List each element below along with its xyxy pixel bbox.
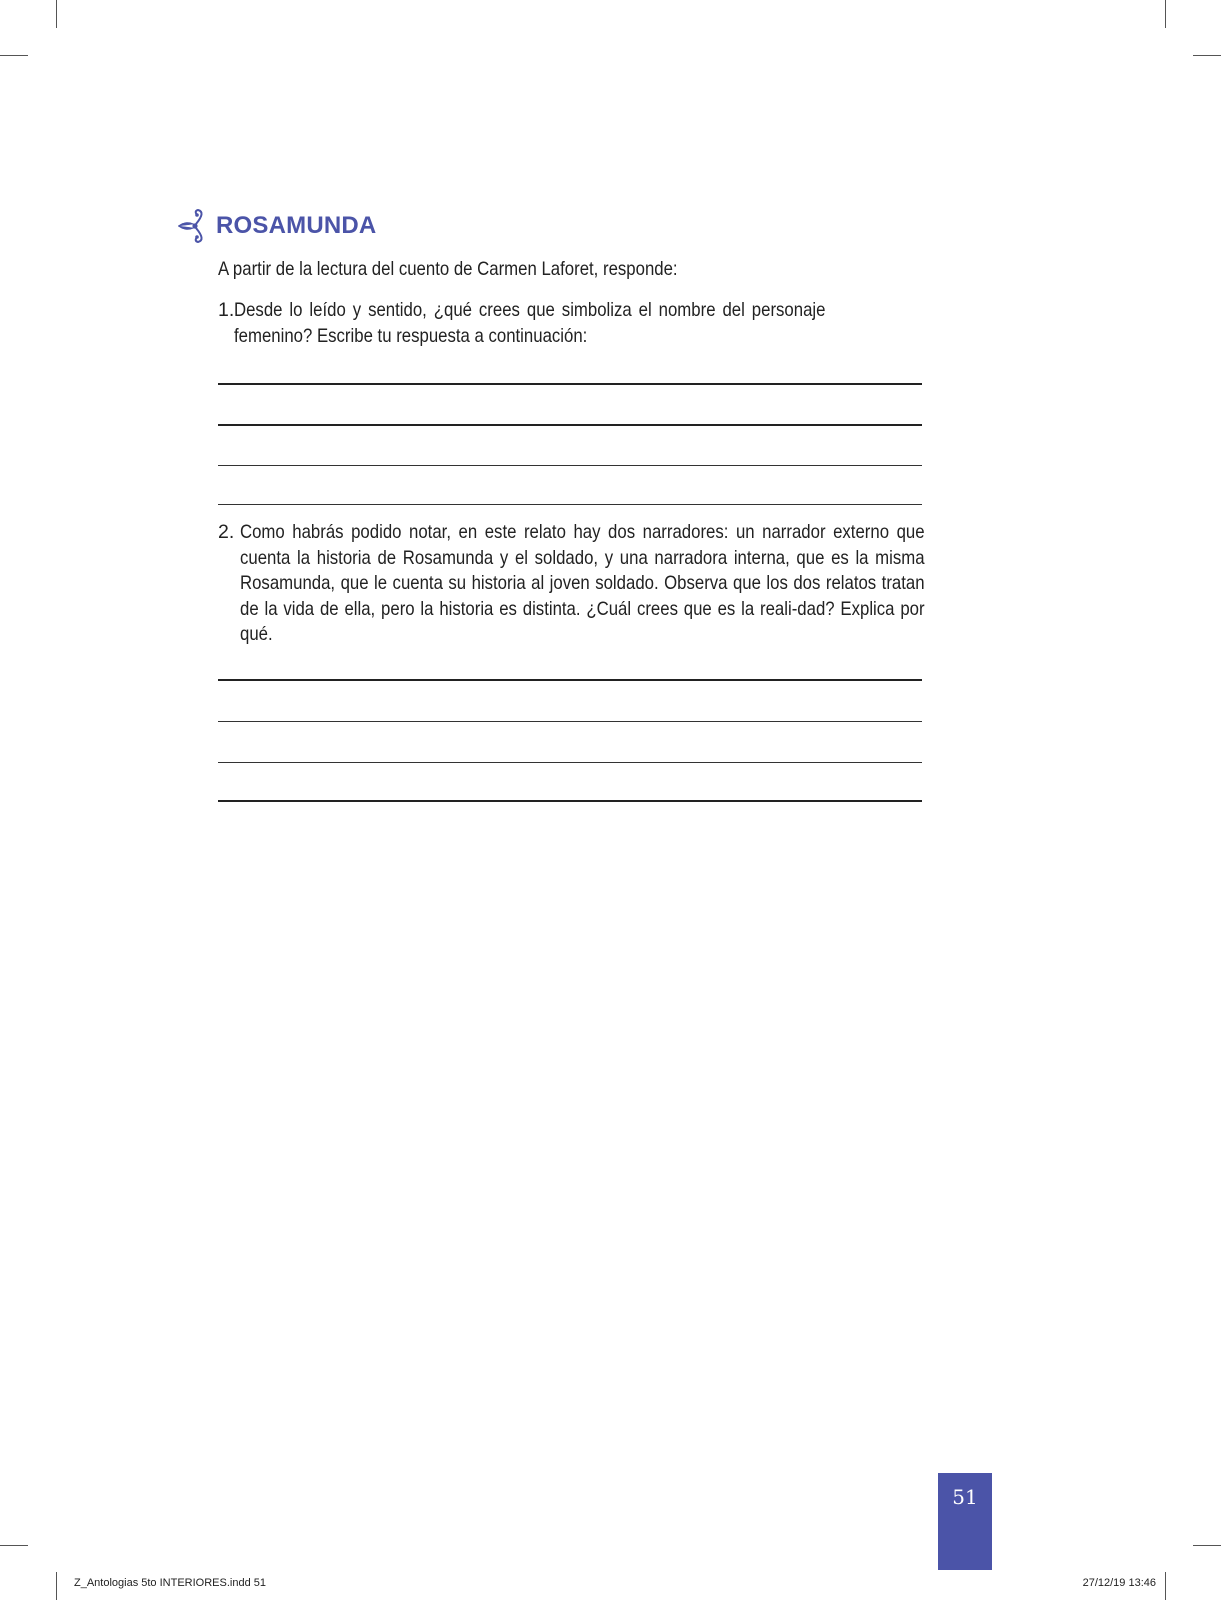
page-number: 51 [952, 1485, 978, 1509]
intro-text: A partir de la lectura del cuento de Carmen Laforet, responde: [218, 258, 678, 280]
page-number-tab [938, 1473, 992, 1570]
crop-mark-bottom-right [1165, 1572, 1166, 1600]
answer-line[interactable] [218, 679, 922, 681]
slug-filename: Z_Antologias 5to INTERIORES.indd 51 [74, 1577, 266, 1589]
crop-mark-bottom-left [56, 1572, 57, 1600]
answer-line[interactable] [218, 800, 922, 802]
answer-line[interactable] [218, 762, 922, 763]
fleur-ornament-icon [176, 208, 212, 244]
answer-line[interactable] [218, 721, 922, 722]
question-text: Desde lo leído y sentido, ¿qué crees que simboliza el nombre del personaje femenino? Escribe tu respuesta a continuación: [234, 299, 826, 347]
section-title: ROSAMUNDA [216, 212, 377, 239]
question-number: 1. [218, 299, 235, 321]
crop-mark-bottom-left-h [0, 1545, 28, 1546]
section-heading [176, 208, 376, 244]
question-text: Como habrás podido notar, en este relato hay dos narradores: un narrador externo que cuenta la historia de Rosamunda y el soldado, y una narradora interna, que es la misma Rosamunda, que le cuenta su historia al joven soldado. Observa que los dos relatos tratan de la vida de ella, pero la historia es distinta. ¿Cuál crees que es la reali-dad? Explica por qué. [240, 521, 925, 645]
answer-line[interactable] [218, 424, 922, 426]
question-2 [218, 520, 925, 648]
crop-mark-top-left [56, 0, 57, 28]
crop-mark-bottom-right-h [1193, 1545, 1221, 1546]
answer-line[interactable] [218, 504, 922, 505]
answer-line[interactable] [218, 465, 922, 466]
slug-timestamp: 27/12/19 13:46 [1082, 1577, 1156, 1589]
question-number: 2. [218, 521, 235, 543]
crop-mark-top-right [1165, 0, 1166, 28]
question-1 [218, 298, 922, 349]
crop-mark-top-left-h [0, 55, 28, 56]
crop-mark-top-right-h [1193, 55, 1221, 56]
answer-line[interactable] [218, 383, 922, 385]
